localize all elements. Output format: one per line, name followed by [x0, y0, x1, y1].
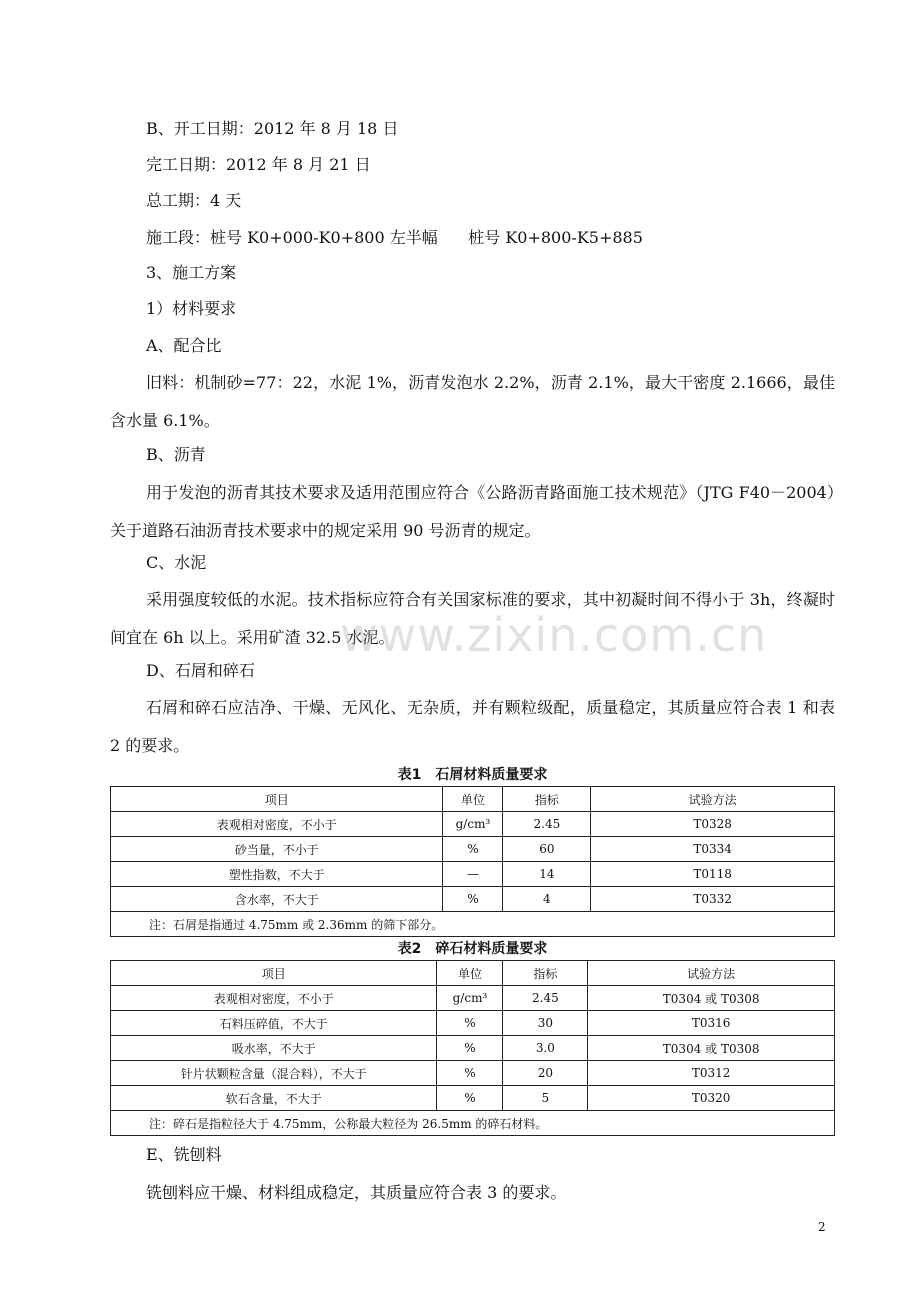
table-cell: 塑性指数，不大于: [111, 862, 443, 887]
table-cell: 60: [503, 837, 591, 862]
page-number: 2: [818, 1220, 826, 1234]
cement-heading: C、水泥: [146, 553, 207, 572]
table-cell: T0304 或 T0308: [588, 986, 835, 1011]
table-cell: 砂当量，不小于: [111, 837, 443, 862]
table-cell: g/cm³: [437, 986, 503, 1011]
table-cell: 含水率，不大于: [111, 887, 443, 912]
table-cell: T0332: [591, 887, 835, 912]
table-cell: 2.45: [503, 812, 591, 837]
mix-heading: A、配合比: [146, 336, 222, 355]
table-row: [111, 812, 835, 837]
table-cell: 表观相对密度，不小于: [111, 812, 443, 837]
table-cell: T0328: [591, 812, 835, 837]
cement-paragraph: 采用强度较低的水泥。技术指标应符合有关国家标准的要求，其中初凝时间不得小于 3h，终凝时间宜在 6h 以上。采用矿渣 32.5 水泥。: [110, 590, 835, 647]
stone-heading: D、石屑和碎石: [146, 661, 255, 680]
table-cell: T0312: [588, 1061, 835, 1086]
table-cell: 3.0: [503, 1036, 588, 1061]
material-heading: 1）材料要求: [146, 299, 237, 318]
table-cell: 14: [503, 862, 591, 887]
duration-line: 总工期：4 天: [146, 191, 242, 210]
table-cell: g/cm³: [443, 812, 503, 837]
table-cell: 2.45: [503, 986, 588, 1011]
table-row: [111, 986, 835, 1011]
section-line: 施工段：桩号 K0+000-K0+800 左半幅 桩号 K0+800-K5+885: [146, 228, 643, 247]
table-cell: 针片状颗粒含量（混合料），不大于: [111, 1061, 437, 1086]
start-date-line: B、开工日期：2012 年 8 月 18 日: [146, 119, 399, 138]
table1-note: 注：石屑是指通过 4.75mm 或 2.36mm 的筛下部分。: [111, 912, 835, 937]
table-cell: T0316: [588, 1011, 835, 1036]
end-date-line: 完工日期：2012 年 8 月 21 日: [146, 155, 371, 174]
table-row: [111, 862, 835, 887]
table-cell: 4: [503, 887, 591, 912]
table-cell: 20: [503, 1061, 588, 1086]
table2-header-index: 指标: [503, 961, 588, 986]
stone-paragraph: 石屑和碎石应洁净、干燥、无风化、无杂质，并有颗粒级配，质量稳定，其质量应符合表 1 和表 2 的要求。: [110, 698, 835, 755]
table-cell: 软石含量，不大于: [111, 1086, 437, 1111]
table-cell: 表观相对密度，不小于: [111, 986, 437, 1011]
asphalt-heading: B、沥青: [146, 445, 206, 464]
mix-paragraph: 旧料：机制砂=77：22，水泥 1%，沥青发泡水 2.2%，沥青 2.1%，最大干密度 2.1666，最佳含水量 6.1%。: [110, 373, 835, 430]
table1-note-row: [111, 912, 835, 937]
table-cell: %: [437, 1086, 503, 1111]
table2-note: 注：碎石是指粒径大于 4.75mm，公称最大粒径为 26.5mm 的碎石材料。: [111, 1111, 835, 1136]
table2: [110, 960, 835, 1136]
table-cell: %: [443, 887, 503, 912]
table1-caption: 表1 石屑材料质量要求: [397, 767, 548, 783]
table-row: [111, 887, 835, 912]
table-cell: T0320: [588, 1086, 835, 1111]
table-row: [111, 1011, 835, 1036]
milling-heading: E、铣刨料: [146, 1145, 222, 1164]
plan-heading: 3、施工方案: [146, 263, 237, 282]
watermark: www.zixin.com.cn: [340, 608, 768, 662]
table-cell: T0118: [591, 862, 835, 887]
table1-header-row: [111, 787, 835, 812]
table-cell: 30: [503, 1011, 588, 1036]
table-cell: —: [443, 862, 503, 887]
table2-caption: 表2 碎石材料质量要求: [397, 941, 548, 957]
table-row: [111, 1036, 835, 1061]
table-cell: T0334: [591, 837, 835, 862]
table-cell: 石料压碎值，不大于: [111, 1011, 437, 1036]
table2-header-method: 试验方法: [588, 961, 835, 986]
table1-header-unit: 单位: [443, 787, 503, 812]
table-cell: %: [437, 1061, 503, 1086]
table1-header-method: 试验方法: [591, 787, 835, 812]
table-cell: %: [443, 837, 503, 862]
table1-header-index: 指标: [503, 787, 591, 812]
table-row: [111, 1061, 835, 1086]
table1-header-item: 项目: [111, 787, 443, 812]
table-cell: %: [437, 1036, 503, 1061]
table-cell: 吸水率，不大于: [111, 1036, 437, 1061]
asphalt-paragraph: 用于发泡的沥青其技术要求及适用范围应符合《公路沥青路面施工技术规范》（JTG F40－2004）关于道路石油沥青技术要求中的规定采用 90 号沥青的规定。: [110, 483, 835, 540]
table2-header-item: 项目: [111, 961, 437, 986]
table2-header-row: [111, 961, 835, 986]
table2-header-unit: 单位: [437, 961, 503, 986]
milling-paragraph: 铣刨料应干燥、材料组成稳定，其质量应符合表 3 的要求。: [146, 1183, 567, 1202]
table2-note-row: [111, 1111, 835, 1136]
table-cell: %: [437, 1011, 503, 1036]
table-cell: T0304 或 T0308: [588, 1036, 835, 1061]
table-row: [111, 837, 835, 862]
table-cell: 5: [503, 1086, 588, 1111]
table1: [110, 786, 835, 937]
table-row: [111, 1086, 835, 1111]
